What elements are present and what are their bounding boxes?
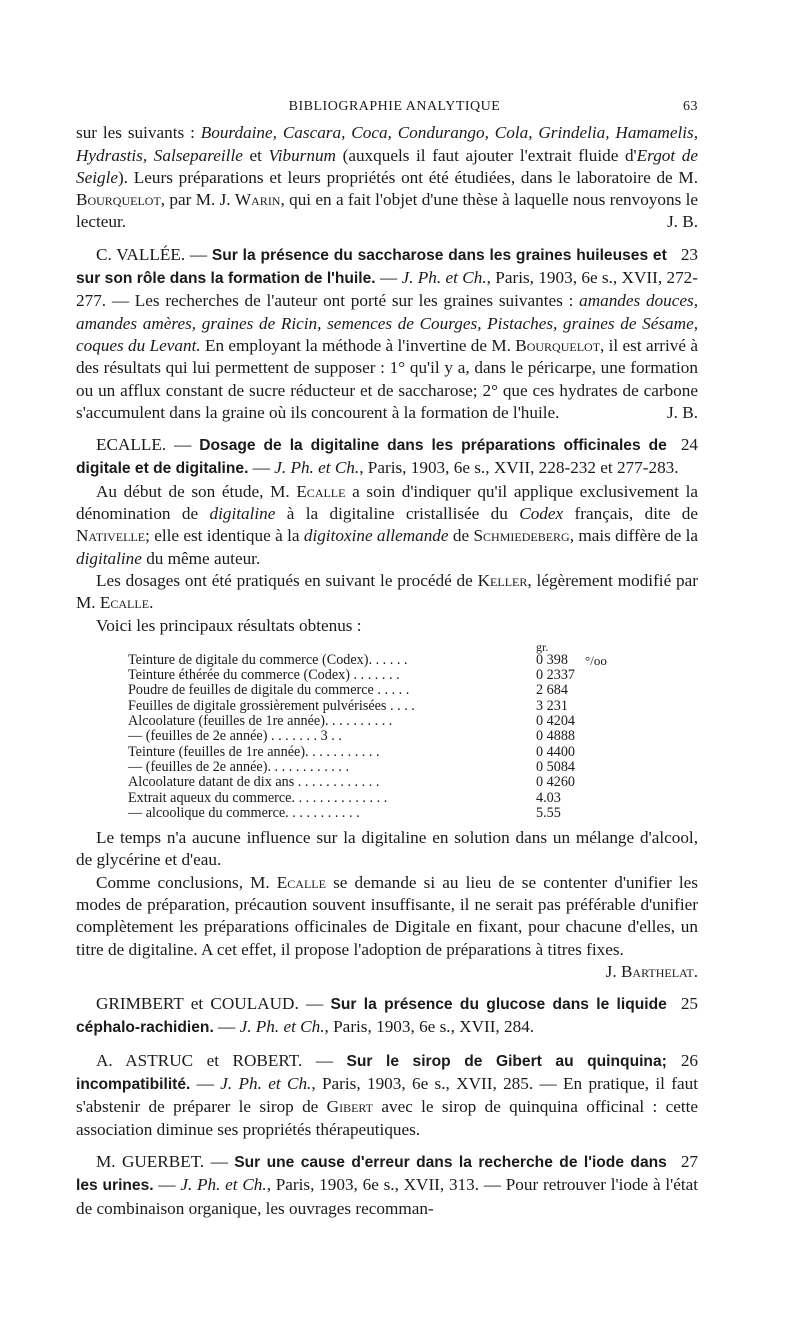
page (76, 96, 698, 1220)
entry-text: a soin d'indiquer qu'il applique exclusivement la dénomination de (76, 481, 698, 524)
table-row (128, 714, 607, 729)
plant-name: Ergot de Seigle (76, 145, 699, 187)
author-name: Warin (234, 190, 281, 210)
author-name: Ecalle (276, 872, 326, 892)
digitaline-value: 3 231 (536, 697, 568, 714)
entry-text: du même auteur. (141, 548, 261, 568)
entry-text (76, 244, 698, 424)
entry-reference: , Paris, 1903, 6e s., XVII, 313. — Pour retrouver l'iode à l'état de combinaison organique, les ouvrages recomman- (76, 1175, 699, 1218)
unit-spacer (575, 775, 607, 790)
intro-paragraph (76, 122, 698, 233)
intro-text: ). Leurs préparations et leurs propriétés ont été étudiées, dans le laboratoire de M. (118, 167, 698, 187)
entry-reference: , Paris, 1903, 6e s., XVII, 285. — En pratique, il faut s'abstenir de préparer le sirop de (76, 1074, 699, 1117)
entry-paragraph (76, 481, 698, 570)
entry-heading (76, 434, 698, 481)
entry-title: Sur une cause d'erreur dans la recherche de l'iode dans les urines. (76, 1153, 667, 1195)
dash: — (190, 1074, 221, 1094)
table-row (128, 729, 607, 744)
entry-text (76, 1151, 698, 1220)
intro-text: , qui en a fait l'objet d'une thèse à laquelle nous renvoyons le lecteur. (76, 190, 698, 232)
digitaline-value: 0 4400 (536, 743, 576, 760)
entry-26 (76, 1050, 698, 1141)
plant-list: Bourdaine, Cascara, Coca, Condurango, Cola, Grindelia, Hamamelis, Hydrastis, Salsepareille (76, 123, 698, 165)
entry-number: 24 (680, 435, 698, 455)
entry-text: se demande si au lieu de se contenter d'unifier les modes de préparation, précaution souvent insuffisante, il ne serait pas préférable d'unifier complètement les préparations officinales de Digitale en fixant, pour chacune d'elles, un titre de digitaline. A cet effet, il propose l'adoption de préparations à titres fixes. (76, 872, 698, 959)
author-name: Ecalle (99, 593, 150, 613)
digitaline-value: 2 684 (536, 682, 568, 699)
plant-name: Viburnum (268, 145, 336, 165)
entry-reference: , Paris, 1903, 6e s., XVII, 228-232 et 277-283. (359, 458, 679, 478)
journal-name: J. Ph. et Ch. (239, 1017, 325, 1037)
entry-number: 26 (680, 1050, 698, 1070)
preparation-label: — alcoolique du commerce. . . . . . . . . . . (128, 804, 360, 821)
entry-number: 25 (680, 994, 698, 1014)
intro-text: et (242, 145, 269, 165)
entry-25 (76, 993, 698, 1040)
author-name: Nativelle (76, 526, 146, 546)
table-row (128, 806, 607, 821)
preparation-label: Alcoolature datant de dix ans . . . . . . . . . . . . (128, 774, 380, 791)
entry-text: Au début de son étude, M. (96, 481, 297, 501)
entry-author: C. VALLÉE. — (96, 244, 212, 264)
entry-number: 27 (680, 1151, 698, 1171)
entry-text: français, dite de (563, 504, 698, 524)
preparation-label: — (feuilles de 2e année) . . . . . . . 3 . . (128, 728, 342, 745)
unit-spacer (575, 806, 607, 821)
author-name: Bourquelot (515, 335, 601, 355)
signature: J. B. (666, 212, 698, 232)
entry-text: , mais diffère de la (569, 526, 698, 546)
preparation-label: Poudre de feuilles de digitale du commerce . . . . . (128, 682, 410, 699)
entry-author: GRIMBERT et COULAUD. — (96, 994, 331, 1014)
running-title: BIBLIOGRAPHIE ANALYTIQUE (288, 99, 501, 114)
entry-text: , il est arrivé à des résultats qui lui permettent de supposer : 1° qu'il y a, dans le péricarpe, une formation ou un afflux constant de sucre réducteur et de saccharose; 2° que ces hydrates de carbone s'accumulent dans la graine où ils concourent à la formation de l'huile. (76, 335, 698, 422)
term: digitoxine allemande (303, 526, 449, 546)
table-row (128, 699, 607, 714)
dash: — (153, 1175, 181, 1195)
preparation-label: Teinture (feuilles de 1re année). . . . . . . . . . . (128, 743, 380, 760)
entry-title: Sur la présence du saccharose dans les graines huileuses et sur son rôle dans la formation de l'huile. (76, 246, 667, 288)
author-name: Keller (477, 570, 528, 590)
preparation-label: Teinture de digitale du commerce (Codex). . . . . . (128, 651, 408, 668)
signature: J. Barthelat. (605, 961, 698, 981)
term: digitaline (209, 504, 276, 524)
digitaline-value: 0 4888 (536, 728, 576, 745)
preparation-label: — (feuilles de 2e année). . . . . . . . . . . . (128, 758, 350, 775)
preparation-label: Extrait aqueux du commerce. . . . . . . . . . . . . . (128, 789, 388, 806)
intro-text: (auxquels il faut ajouter l'extrait fluide d' (335, 145, 637, 165)
dash: — (375, 268, 402, 288)
unit-spacer (575, 668, 607, 683)
journal-name: J. Ph. et Ch. (401, 268, 487, 288)
table-row (128, 653, 607, 668)
entry-author: A. ASTRUC et ROBERT. — (96, 1050, 347, 1070)
entry-title: Dosage de la digitaline dans les préparations officinales de digitale et de digitaline. (76, 437, 667, 478)
unit-header: gr. (536, 639, 549, 654)
preparation-label: Alcoolature (feuilles de 1re année). . . . . . . . . . (128, 713, 393, 730)
entry-text (76, 1050, 698, 1141)
table-row (128, 775, 607, 790)
entry-text: . (149, 593, 154, 613)
entry-text: Comme conclusions, M. (96, 872, 277, 892)
preparation-label: Teinture éthérée du commerce (Codex) . . . . . . . (128, 667, 400, 684)
author-name: Bourquelot (76, 190, 161, 210)
entry-text: de (448, 526, 474, 546)
digitaline-value: 0 2337 (536, 667, 576, 684)
seed-list: amandes douces, amandes amères, graines de Ricin, semences de Courges, Pistaches, graines de Sésame, coques du Levant. (76, 291, 698, 355)
entry-27 (76, 1151, 698, 1220)
entry-text: Les dosages ont été pratiqués en suivant le procédé de (96, 570, 478, 590)
entry-reference: , Paris, 1903, 6e s., XVII, 272-277. — Les recherches de l'auteur ont porté sur les graines suivantes : (76, 268, 698, 311)
entry-reference: avec le sirop de quinquina officinal : cette association diminue ses propriétés thérapeutiques. (76, 1097, 698, 1139)
entry-paragraph (76, 872, 698, 981)
table-row (128, 668, 607, 683)
author-name: Gibert (326, 1097, 374, 1117)
unit-spacer (575, 683, 607, 698)
journal-name: J. Ph. et Ch. (180, 1175, 267, 1195)
table-row (128, 683, 607, 698)
term: digitaline (76, 548, 142, 568)
digitaline-value: 0 4204 (536, 713, 576, 730)
entry-title: Sur le sirop de Gibert au quinquina; incompatibilité. (76, 1052, 667, 1094)
entry-text: ; elle est identique à la (145, 526, 304, 546)
unit-spacer (575, 745, 607, 760)
entry-23 (76, 244, 698, 424)
dash: — (213, 1017, 240, 1037)
running-header (76, 96, 698, 118)
journal-name: J. Ph. et Ch. (220, 1074, 312, 1094)
entry-paragraph: Voici les principaux résultats obtenus : (96, 615, 362, 635)
intro-text: , par M. J. (160, 190, 235, 210)
entry-text: En employant la méthode à l'invertine de M. (200, 335, 516, 355)
results-table (128, 641, 607, 821)
dash: — (248, 458, 275, 478)
page-number: 63 (683, 99, 698, 114)
entry-author: ECALLE. — (96, 435, 200, 455)
term: Codex (519, 504, 564, 524)
digitaline-value: 0 398 (536, 651, 568, 668)
entry-title: Sur la présence du glucose dans le liquide céphalo-rachidien. (76, 996, 667, 1037)
table-row (128, 791, 607, 806)
entry-text: à la digitaline cristallisée du (275, 504, 520, 524)
signature: J. B. (666, 402, 698, 422)
entry-number: 23 (680, 244, 698, 264)
journal-name: J. Ph. et Ch. (274, 458, 360, 478)
unit-spacer (575, 760, 607, 775)
preparation-label: Feuilles de digitale grossièrement pulvérisées . . . . (128, 697, 415, 714)
entry-text (76, 993, 698, 1040)
author-name: Ecalle (296, 481, 346, 501)
entry-reference: , Paris, 1903, 6e s., XVII, 284. (324, 1017, 535, 1037)
entry-author: M. GUERBET. — (96, 1151, 235, 1171)
entry-paragraph: Le temps n'a aucune influence sur la digitaline en solution dans un mélange d'alcool, de glycérine et d'eau. (76, 828, 698, 870)
table-row (128, 760, 607, 775)
entry-text: , légèrement modifié par M. (76, 570, 698, 613)
digitaline-value: 0 4260 (536, 774, 576, 791)
author-name: Schmiedeberg (473, 526, 570, 546)
digitaline-value: 4.03 (536, 789, 561, 806)
intro-text: sur les suivants : (76, 123, 201, 143)
unit-spacer (575, 729, 607, 744)
entry-paragraph (76, 570, 698, 615)
entry-24 (76, 434, 698, 983)
unit-spacer (575, 791, 607, 806)
table-row (128, 745, 607, 760)
unit-spacer (575, 699, 607, 714)
unit-label: °/oo (585, 652, 607, 668)
digitaline-value: 5.55 (536, 804, 561, 821)
digitaline-value: 0 5084 (536, 758, 576, 775)
unit-spacer (575, 714, 607, 729)
